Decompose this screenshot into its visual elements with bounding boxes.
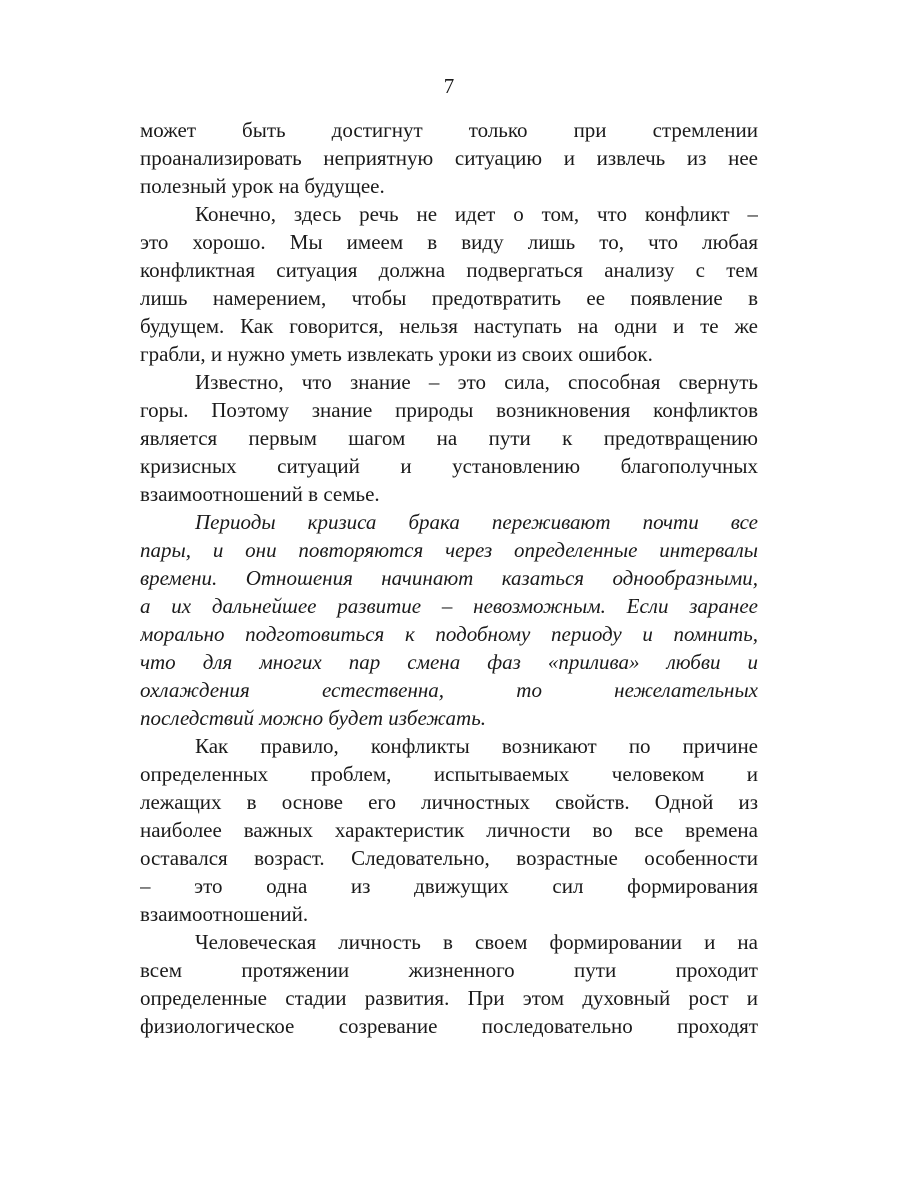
text-line: физиологическое созревание последовательно проходят bbox=[140, 1014, 758, 1038]
text-line: взаимоотношений. bbox=[140, 902, 309, 926]
text-line: полезный урок на будущее. bbox=[140, 174, 385, 198]
paragraph bbox=[140, 200, 758, 368]
paragraph bbox=[140, 116, 758, 200]
text-line: времени. Отношения начинают казаться однообразными, bbox=[140, 566, 758, 590]
text-line: всем протяжении жизненного пути проходит bbox=[140, 958, 758, 982]
text-line: является первым шагом на пути к предотвращению bbox=[140, 426, 758, 450]
text-line: кризисных ситуаций и установлению благополучных bbox=[140, 454, 758, 478]
text-line: проанализировать неприятную ситуацию и извлечь из нее bbox=[140, 146, 758, 170]
text-line: лишь намерением, чтобы предотвратить ее появление в bbox=[140, 286, 758, 310]
text-line: Периоды кризиса брака переживают почти все bbox=[195, 510, 758, 534]
text-line: наиболее важных характеристик личности во все времена bbox=[140, 818, 758, 842]
text-line: охлаждения естественна, то нежелательных bbox=[140, 678, 758, 702]
text-line: морально подготовиться к подобному периоду и помнить, bbox=[140, 622, 758, 646]
text-line: определенных проблем, испытываемых человеком и bbox=[140, 762, 758, 786]
text-line: может быть достигнут только при стремлении bbox=[140, 118, 758, 142]
text-line: Известно, что знание – это сила, способная свернуть bbox=[195, 370, 758, 394]
text-line: а их дальнейшее развитие – невозможным. Если заранее bbox=[140, 594, 758, 618]
paragraph bbox=[140, 732, 758, 928]
text-line: последствий можно будет избежать. bbox=[140, 706, 487, 730]
text-line: оставался возраст. Следовательно, возрастные особенности bbox=[140, 846, 758, 870]
paragraph bbox=[140, 928, 758, 1040]
text-line: конфликтная ситуация должна подвергаться анализу с тем bbox=[140, 258, 758, 282]
text-line: будущем. Как говорится, нельзя наступать на одни и те же bbox=[140, 314, 758, 338]
text-line: это хорошо. Мы имеем в виду лишь то, что любая bbox=[140, 230, 758, 254]
page-number: 7 bbox=[443, 74, 455, 98]
text-line: грабли, и нужно уметь извлекать уроки из своих ошибок. bbox=[140, 342, 653, 366]
text-line: – это одна из движущих сил формирования bbox=[140, 874, 758, 898]
text-line: Конечно, здесь речь не идет о том, что конфликт – bbox=[195, 202, 758, 226]
text-line: что для многих пар смена фаз «прилива» любви и bbox=[140, 650, 758, 674]
paragraph bbox=[140, 368, 758, 508]
text-line: горы. Поэтому знание природы возникновения конфликтов bbox=[140, 398, 758, 422]
text-line: Человеческая личность в своем формировании и на bbox=[195, 930, 758, 954]
paragraph bbox=[140, 508, 758, 732]
text-line: Как правило, конфликты возникают по причине bbox=[195, 734, 758, 758]
page-text bbox=[140, 116, 758, 1040]
text-line: определенные стадии развития. При этом духовный рост и bbox=[140, 986, 758, 1010]
text-line: взаимоотношений в семье. bbox=[140, 482, 380, 506]
text-line: пары, и они повторяются через определенные интервалы bbox=[140, 538, 758, 562]
text-line: лежащих в основе его личностных свойств. Одной из bbox=[140, 790, 758, 814]
